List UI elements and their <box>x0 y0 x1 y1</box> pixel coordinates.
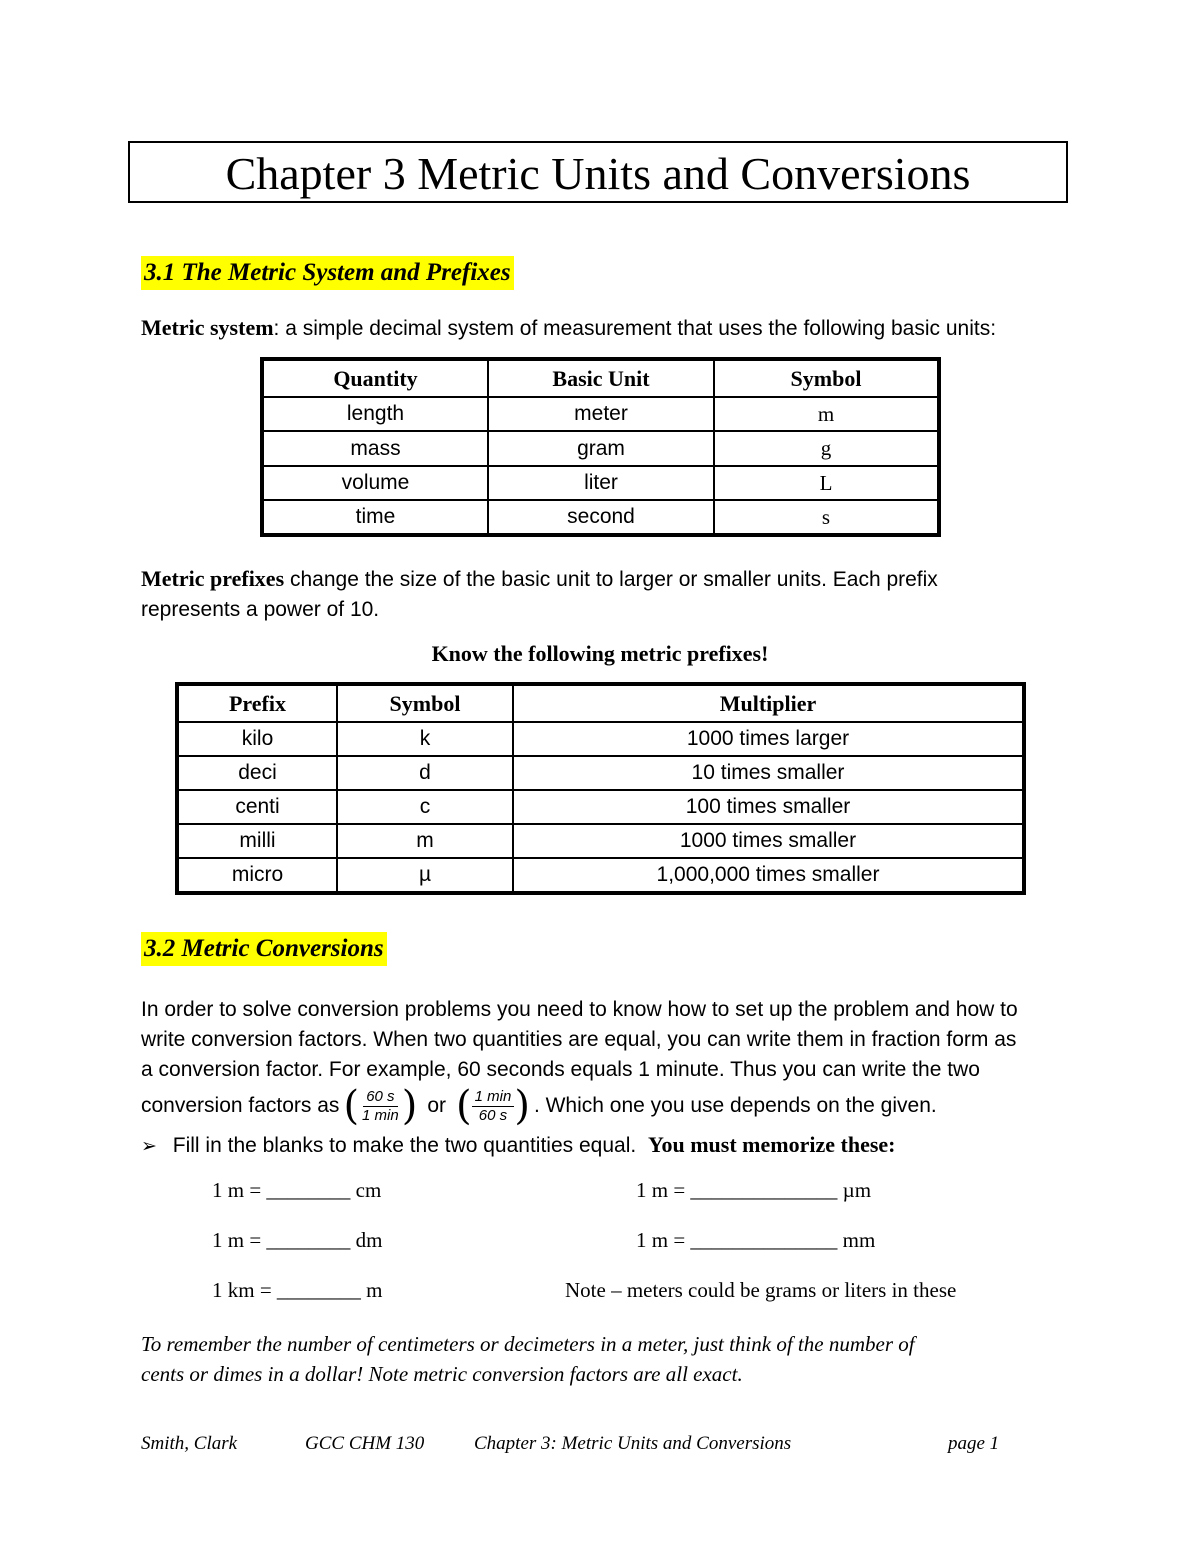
fill-blanks-instruction <box>141 1130 895 1161</box>
paragraph-line-fractions <box>141 1085 1081 1127</box>
table-row <box>262 500 939 535</box>
table-cell: k <box>337 722 513 756</box>
table-cell: deci <box>177 756 337 790</box>
table-cell: length <box>262 397 488 431</box>
table-cell: meter <box>488 397 714 431</box>
section-heading-3-1: 3.1 The Metric System and Prefixes <box>141 256 514 290</box>
paragraph-line: write conversion factors. When two quantities are equal, you can write them in fraction form as <box>141 1028 1017 1051</box>
paragraph-line: a conversion factor. For example, 60 seconds equals 1 minute. Thus you can write the two <box>141 1058 980 1081</box>
conversion-paragraph <box>141 995 1081 1127</box>
table-cell: d <box>337 756 513 790</box>
open-paren-icon: ( <box>343 1083 360 1129</box>
table-cell: centi <box>177 790 337 824</box>
tip-line: cents or dimes in a dollar! Note metric conversion factors are all exact. <box>141 1362 743 1386</box>
memorize-text: You must memorize these: <box>648 1132 896 1157</box>
paragraph-text: conversion factors as <box>141 1094 340 1117</box>
fraction-denominator: 60 s <box>478 1106 508 1124</box>
arrow-bullet-icon: ➢ <box>141 1135 157 1157</box>
open-paren-icon: ( <box>456 1083 472 1129</box>
fraction-numerator: 1 min <box>472 1088 515 1107</box>
fraction-60s-per-min <box>343 1083 418 1129</box>
close-paren-icon: ) <box>401 1083 418 1129</box>
blank-m-to-mm: 1 m = ______________ mm <box>636 1228 876 1252</box>
section-heading-3-2: 3.2 Metric Conversions <box>141 932 387 966</box>
metric-system-text: : a simple decimal system of measurement that uses the following basic units: <box>273 317 997 340</box>
table-cell: 100 times smaller <box>513 790 1024 824</box>
table-cell: m <box>714 397 939 431</box>
table-cell: L <box>714 466 939 500</box>
table-header-cell: Quantity <box>262 359 488 397</box>
table-row <box>177 790 1024 824</box>
table-header-row <box>177 684 1024 722</box>
table-cell: liter <box>488 466 714 500</box>
table-cell: 10 times smaller <box>513 756 1024 790</box>
table-cell: mass <box>262 431 488 466</box>
table-cell: gram <box>488 431 714 466</box>
paragraph-line: In order to solve conversion problems you need to know how to set up the problem and how to <box>141 998 1018 1021</box>
table-row <box>262 466 939 500</box>
table-header-cell: Symbol <box>337 684 513 722</box>
table-row <box>177 824 1024 858</box>
table-cell: 1000 times larger <box>513 722 1024 756</box>
table-cell: s <box>714 500 939 535</box>
tip-line: To remember the number of centimeters or decimeters in a meter, just think of the number of <box>141 1332 915 1356</box>
table-cell: g <box>714 431 939 466</box>
blank-m-to-dm: 1 m = ________ dm <box>212 1228 383 1252</box>
know-prefixes-label: Know the following metric prefixes! <box>431 641 769 666</box>
metric-prefixes-paragraph <box>141 564 938 625</box>
close-paren-icon: ) <box>514 1083 530 1129</box>
table-row <box>177 722 1024 756</box>
metric-prefixes-text-2: represents a power of 10. <box>141 598 380 621</box>
metric-system-definition <box>141 313 996 344</box>
table-cell: time <box>262 500 488 535</box>
footer-page-number: page 1 <box>948 1433 1000 1454</box>
table-header-cell: Multiplier <box>513 684 1024 722</box>
table-cell: kilo <box>177 722 337 756</box>
or-word: or <box>427 1094 447 1117</box>
table-header-cell: Prefix <box>177 684 337 722</box>
table-header-row <box>262 359 939 397</box>
table-header-cell: Symbol <box>714 359 939 397</box>
table-cell: second <box>488 500 714 535</box>
basic-units-table <box>260 357 941 537</box>
table-row <box>262 431 939 466</box>
footer-chapter: Chapter 3: Metric Units and Conversions <box>474 1433 792 1454</box>
table-cell: m <box>337 824 513 858</box>
table-cell: 1,000,000 times smaller <box>513 858 1024 893</box>
blank-m-to-cm: 1 m = ________ cm <box>212 1178 382 1202</box>
table-row <box>177 756 1024 790</box>
footer-authors: Smith, Clark <box>141 1433 238 1454</box>
instruction-text: Fill in the blanks to make the two quantities equal. <box>172 1134 637 1157</box>
blank-km-to-m: 1 km = ________ m <box>212 1278 383 1302</box>
table-cell: volume <box>262 466 488 500</box>
table-row <box>262 397 939 431</box>
table-cell: c <box>337 790 513 824</box>
metric-prefixes-text-1: change the size of the basic unit to larger or smaller units. Each prefix <box>284 568 938 591</box>
memory-tip <box>141 1329 1061 1389</box>
table-cell: 1000 times smaller <box>513 824 1024 858</box>
chapter-title: Chapter 3 Metric Units and Conversions <box>128 141 1068 203</box>
table-cell: milli <box>177 824 337 858</box>
table-cell: µ <box>337 858 513 893</box>
prefix-table <box>175 682 1026 895</box>
metric-system-term: Metric system <box>141 315 274 340</box>
table-row <box>177 858 1024 893</box>
fraction-min-per-60s <box>456 1083 530 1129</box>
paragraph-text: . Which one you use depends on the given. <box>533 1094 937 1117</box>
fraction-numerator: 60 s <box>363 1088 397 1107</box>
blank-m-to-um: 1 m = ______________ µm <box>636 1178 872 1202</box>
footer-course: GCC CHM 130 <box>305 1433 425 1454</box>
fraction-denominator: 1 min <box>362 1106 399 1124</box>
note-grams-liters: Note – meters could be grams or liters in these <box>565 1278 957 1302</box>
metric-prefixes-term: Metric prefixes <box>141 566 285 591</box>
table-header-cell: Basic Unit <box>488 359 714 397</box>
table-cell: micro <box>177 858 337 893</box>
